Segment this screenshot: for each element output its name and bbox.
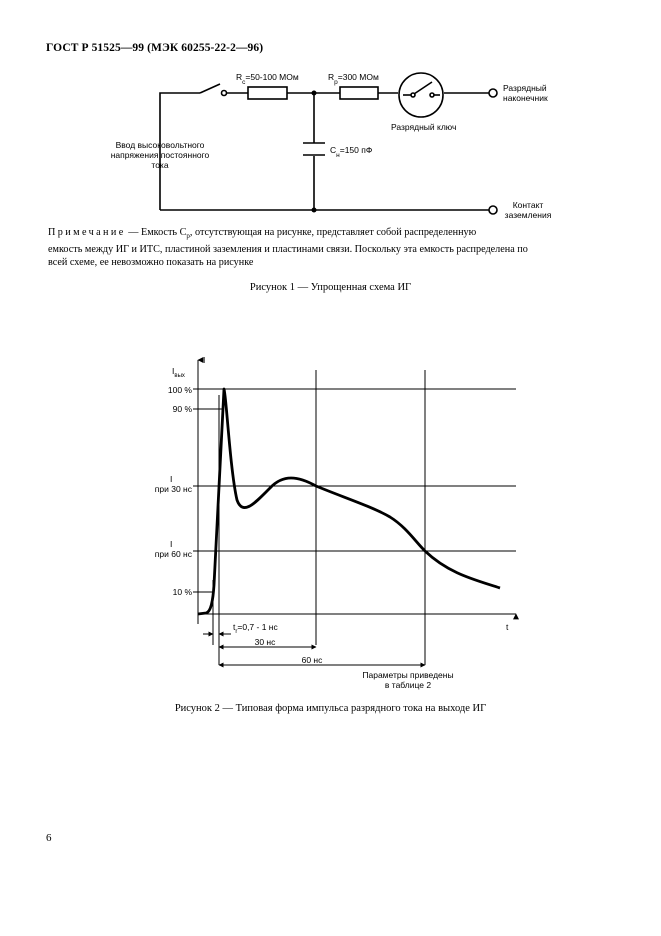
ground-terminal-icon (489, 206, 497, 214)
tick-100: 100 % (167, 385, 192, 395)
figure1-caption: Рисунок 1 — Упрощенная схема ИГ (249, 282, 412, 293)
tip-terminal-icon (489, 89, 497, 97)
junction-dot-top (312, 91, 317, 96)
switch-label: Разрядный ключ (391, 122, 457, 132)
figure1-note (48, 226, 600, 269)
input-label-line3: тока (151, 160, 169, 170)
figure2-caption: Рисунок 2 — Типовая форма импульса разрядного тока на выходе ИГ (174, 703, 487, 714)
tick-60ns-top: I (170, 539, 173, 549)
pulse-curve (198, 389, 500, 614)
tick-90: 90 % (172, 404, 192, 414)
note-line1: Примечание — Емкость $С_р$, отсутствующая на рисунке, представляет собой распределенную (48, 227, 477, 241)
params-label-line1: Параметры приведены (362, 670, 454, 680)
rc-label: $R_c=50-100$ МОм (236, 72, 299, 86)
ch-label: $C_н=150$ пФ (330, 145, 373, 159)
page-header: ГОСТ Р 51525—99 (МЭК 60255-22-2—96) (46, 42, 264, 54)
tick-30ns-top: I (170, 474, 173, 484)
page-number: 6 (46, 832, 52, 844)
tick-30ns-bottom: при 30 нс (154, 484, 192, 494)
input-switch-icon (200, 84, 227, 96)
input-label-line2: напряжения постоянного (110, 150, 210, 160)
tr-label: $t_r=0,7 - 1$ нс (233, 622, 278, 635)
tick-10: 10 % (172, 587, 192, 597)
ground-label-line2: заземления (504, 210, 552, 220)
x-axis-label: t (506, 622, 509, 632)
y-axis-arrow-label: I (203, 355, 206, 365)
note-line3: всей схеме, ее невозможно показать на рисунке (48, 257, 254, 269)
discharge-resistor-icon (340, 87, 378, 99)
charging-resistor-icon (248, 87, 287, 99)
t30-label: 30 нс (254, 637, 276, 647)
note-prefix: Примечание (48, 227, 126, 238)
discharge-switch-icon (399, 73, 443, 117)
t60-label: 60 нс (301, 655, 323, 665)
ground-label-line1: Контакт (512, 200, 544, 210)
capacitor-icon (303, 143, 325, 155)
y-axis-label: $I_{вых}$ (172, 366, 185, 379)
input-label-line1: Ввод высоковольтного (115, 140, 205, 150)
junction-dot-bottom (312, 208, 317, 213)
note-line2: емкость между ИГ и ИТС, пластиной заземления и пластинами связи. Поскольку эта емкость распределена по (48, 244, 528, 256)
tip-label-line2: наконечник (503, 93, 548, 103)
tip-label-line1: Разрядный (503, 83, 547, 93)
rp-label: $R_р=300$ МОм (328, 72, 379, 86)
circuit-wires (160, 93, 489, 210)
tick-60ns-bottom: при 60 нс (154, 549, 192, 559)
params-label-line2: в таблице 2 (384, 680, 432, 690)
